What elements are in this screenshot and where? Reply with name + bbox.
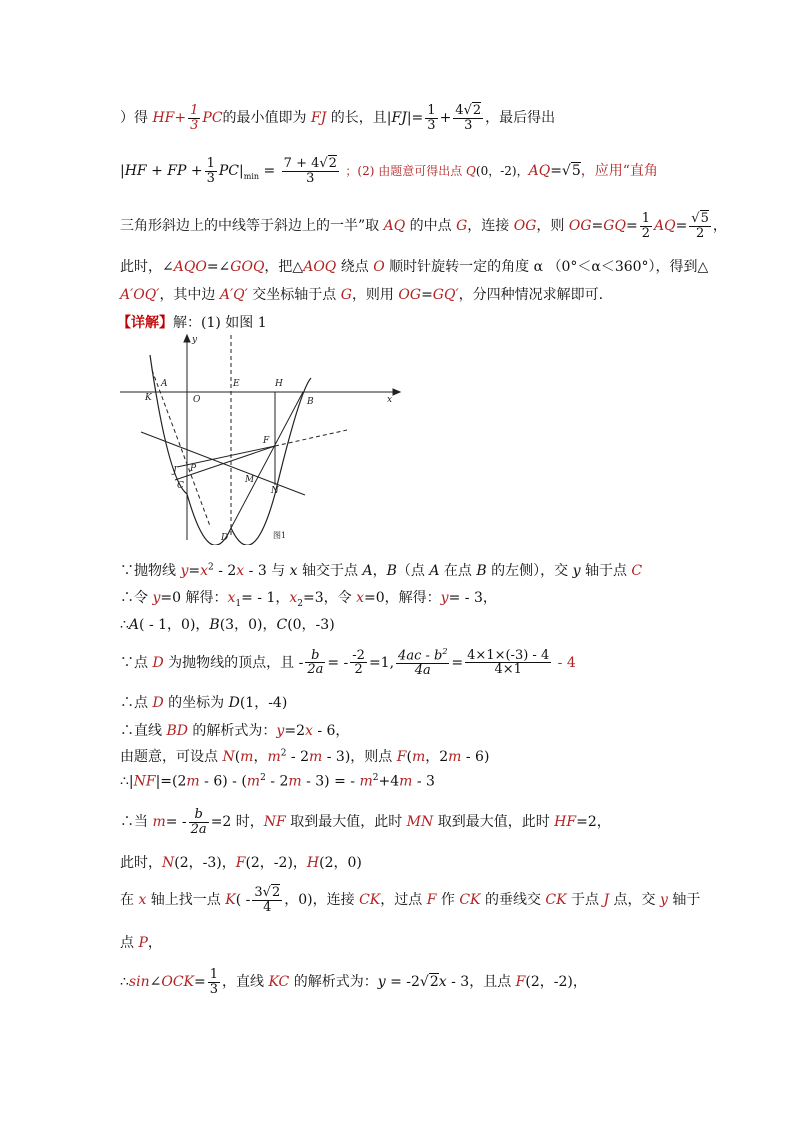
- fraction: $\frac{3√2}{4}$: [254, 885, 281, 915]
- fraction: $\frac{4√2}{3}$: [455, 103, 482, 133]
- fraction: $\frac{1}{3}$: [209, 967, 219, 997]
- solution-line-2: ∴令 y=0 解得：$x_1= - 1$，$x_2=3$，令 x=0，解得：y= - 3，: [120, 590, 497, 609]
- point-d-label: D: [221, 533, 229, 543]
- solution-line-9: ∴当 m= - $\frac{b}{2a}$ =2 时，NF 取到最大值，此时 MN 取到最大值，此时 HF=2，: [120, 807, 611, 837]
- solution-line-6: ∴直线 BD 的解析式为：y=2x - 6，: [120, 723, 350, 739]
- point-k-label: K: [145, 393, 152, 403]
- point-a-label: A: [161, 379, 168, 389]
- fraction: $\frac{4\times 1\times(-3) - 4}{4\times 1}$: [467, 647, 550, 678]
- point-c-label: C: [177, 481, 184, 491]
- x-axis-label: x: [387, 395, 393, 405]
- fraction: $\frac{b}{2a}$: [190, 807, 207, 837]
- point-o-label: O: [193, 395, 201, 405]
- text-line-5: A′OQ′，其中边 A′Q′ 交坐标轴于点 G，则用 OG=GQ′，分四种情况求解即可.: [120, 287, 604, 303]
- point-e-label: E: [233, 379, 240, 389]
- solution-line-7: 由题意，可设点 N(m，$m^2 - 2m - 3$)，则点 F(m，2m - 6): [120, 748, 490, 765]
- point-j-label: J: [173, 466, 177, 476]
- point-f-label: F: [263, 436, 270, 446]
- solution-line-10: 此时，N(2，-3)，F(2，-2)，H(2，0): [120, 855, 362, 871]
- point-n-label: N: [271, 486, 279, 496]
- figure-caption: 图1: [273, 531, 287, 540]
- text-line-1: ）得 HF+ $\frac{1}{3}$ PC的最小值即为 FJ 的长，且|FJ|= $\frac{1}{3}$ + $\frac{4√2}{3}$ ，最后得出: [120, 103, 556, 133]
- solution-line-5: ∴点 D 的坐标为 D(1，-4): [120, 695, 288, 711]
- fraction: $\frac{1}{3}$: [190, 103, 199, 133]
- fraction: $\frac{√5}{2}$: [691, 211, 709, 241]
- solution-line-4: ∵点 D 为抛物线的顶点，且 - $\frac{b}{2a}$ = - $\frac{-2}{2}$ =1, $\frac{4ac - b^2}{4a}$ = $\frac{4\times 1\times(-3) - 4}{4\times 1}$ - 4: [120, 647, 576, 678]
- y-axis-label: y: [192, 335, 198, 345]
- point-p-label: P: [190, 464, 197, 474]
- fraction: $\frac{4ac - b^2}{4a}$: [398, 647, 448, 678]
- point-b-label: B: [307, 397, 314, 407]
- solution-line-11: 在 x 轴上找一点 K( - $\frac{3√2}{4}$ ，0)，连接 CK，过点 F 作 CK 的垂线交 CK 于点 J 点，交 y 轴于: [120, 885, 701, 915]
- text-line-6: 【详解】解：(1) 如图 1: [117, 315, 267, 331]
- text-line-2: |HF + FP + $\frac{1}{3}$ $PC|_{min}$ = $\frac{7 + 4√2}{3}$ ；(2) 由题意可得出点 Q(0，-2)，AQ=√5，应用“直角: [120, 156, 658, 186]
- fraction: $\frac{1}{3}$: [206, 156, 215, 186]
- solution-line-1: ∵抛物线 $y=x^2 - 2x - 3$ 与 x 轴交于点 A，B（点 A 在点 B 的左侧），交 y 轴于点 C: [120, 562, 643, 579]
- parabola-figure: [115, 330, 405, 545]
- fraction: $\frac{7 + 4√2}{3}$: [283, 156, 337, 186]
- point-m-label: M: [245, 475, 255, 485]
- solution-line-12: 点 P，: [120, 935, 162, 951]
- fraction: $\frac{b}{2a}$: [307, 647, 324, 678]
- solution-line-3: ∴A( - 1，0)，B(3，0)，C(0，-3): [120, 617, 335, 633]
- text-line-3: 三角形斜边上的中线等于斜边上的一半”取 AQ 的中点 G，连接 OG，则 OG=GQ= $\frac{1}{2}$ AQ= $\frac{√5}{2}$ ，: [120, 211, 727, 241]
- solution-line-8: ∴|NF|=(2m - $6) - (m^2 - 2m - 3)$ = - $m^2+4m - 3$: [120, 773, 435, 790]
- fraction: $\frac{-2}{2}$: [352, 647, 365, 678]
- fraction: $\frac{1}{3}$: [427, 103, 436, 133]
- text-line-4: 此时，∠AQO=∠GOQ，把△AOQ 绕点 O 顺时针旋转一定的角度 α （0°＜α＜360°），得到△: [120, 259, 709, 275]
- solution-line-13: ∴sin∠OCK= $\frac{1}{3}$ ，直线 KC 的解析式为：y = -2√2x - 3，且点 F(2，-2)，: [120, 967, 587, 997]
- fraction: $\frac{1}{2}$: [641, 211, 650, 241]
- point-h-label: H: [275, 379, 283, 389]
